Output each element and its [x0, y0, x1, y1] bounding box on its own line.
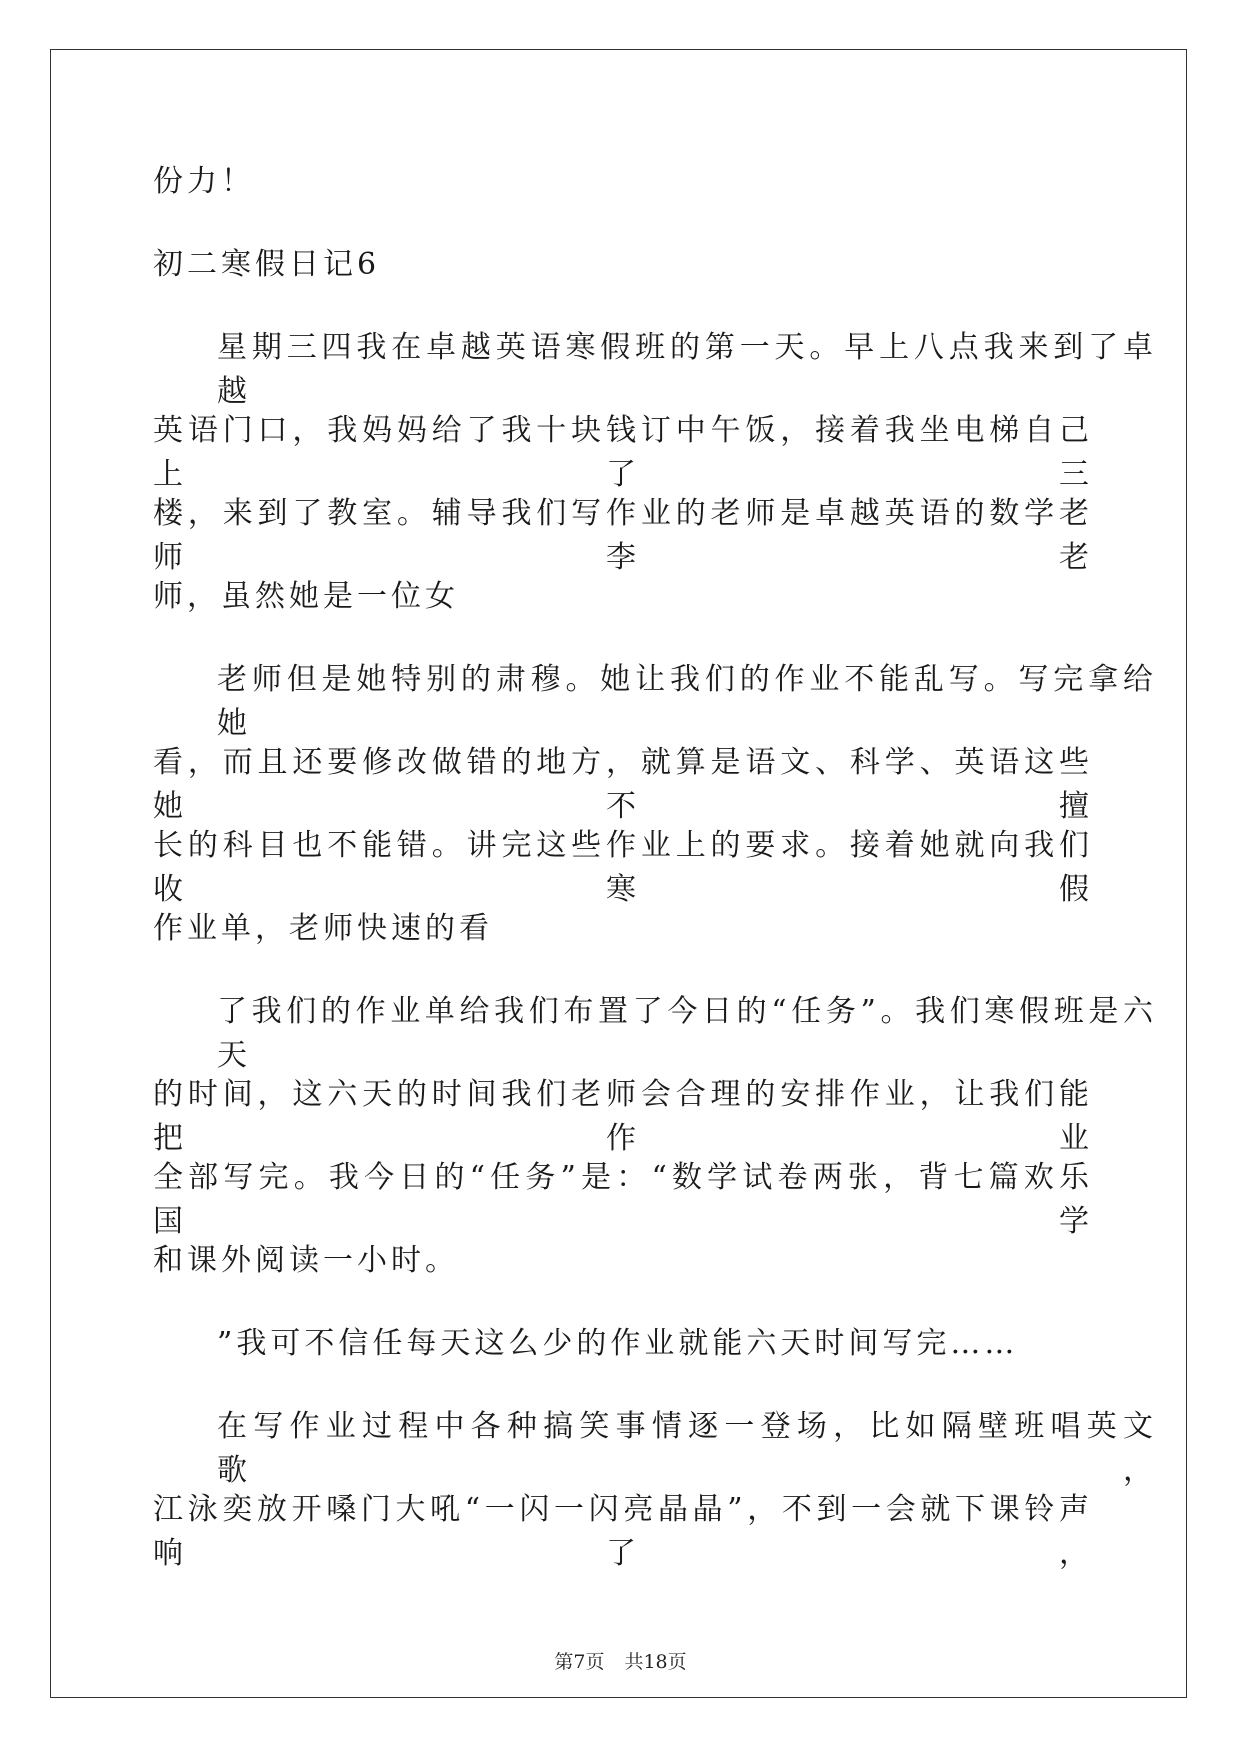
paragraph-line: 在写作业过程中各种搞笑事情逐一登场，比如隔壁班唱英文歌， — [217, 1409, 1157, 1488]
page-total: 共18页 — [624, 1651, 687, 1673]
paragraph-line: 看，而且还要修改做错的地方，就算是语文、科学、英语这些她不擅 — [153, 745, 1093, 824]
paragraph-line: 江泳奕放开嗓门大吼“一闪一闪亮晶晶”，不到一会就下课铃声响了， — [153, 1492, 1093, 1571]
paragraph-line: 长的科目也不能错。讲完这些作业上的要求。接着她就向我们收寒假 — [153, 828, 1093, 907]
paragraph-line: 了我们的作业单给我们布置了今日的“任务”。我们寒假班是六天 — [217, 994, 1157, 1073]
paragraph-line: 和课外阅读一小时。 — [153, 1243, 459, 1278]
paragraph-line: 星期三四我在卓越英语寒假班的第一天。早上八点我来到了卓越 — [217, 330, 1157, 409]
paragraph-line: ”我可不信任每天这么少的作业就能六天时间写完…… — [217, 1326, 1019, 1361]
paragraph-line: 楼，来到了教室。辅导我们写作业的老师是卓越英语的数学老师李老 — [153, 496, 1093, 575]
paragraph-line: 的时间，这六天的时间我们老师会合理的安排作业，让我们能把作业 — [153, 1077, 1093, 1156]
section-heading: 初二寒假日记6 — [153, 247, 381, 282]
document-body — [153, 160, 1157, 1571]
text-line: 份力！ — [153, 164, 255, 199]
paragraph-line: 作业单，老师快速的看 — [153, 911, 493, 946]
page-footer — [0, 1650, 1241, 1674]
paragraph-line: 全部写完。我今日的“任务”是：“数学试卷两张，背七篇欢乐国学 — [153, 1160, 1093, 1239]
paragraph-line: 师，虽然她是一位女 — [153, 579, 459, 614]
page-number: 第7页 — [554, 1651, 605, 1673]
paragraph-line: 英语门口，我妈妈给了我十块钱订中午饭，接着我坐电梯自己上了三 — [153, 413, 1093, 492]
paragraph-line: 老师但是她特别的肃穆。她让我们的作业不能乱写。写完拿给她 — [217, 662, 1157, 741]
